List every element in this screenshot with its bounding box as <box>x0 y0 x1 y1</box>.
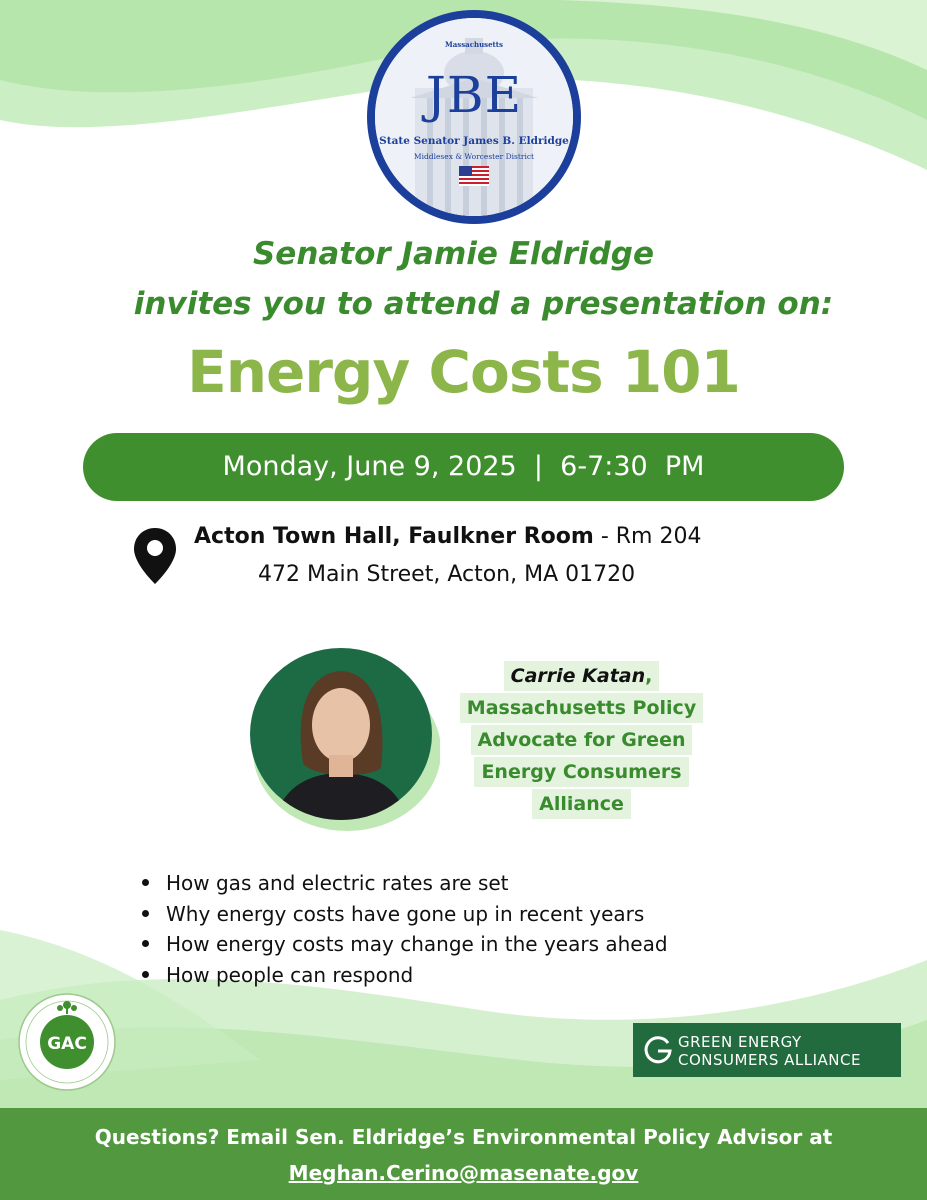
speaker-name-line <box>504 661 660 691</box>
seal-monogram: JBE <box>425 66 523 124</box>
geca-line1: GREEN ENERGY <box>678 1033 802 1051</box>
speaker-name-suffix: , <box>645 665 653 687</box>
contact-email-link[interactable]: Meghan.Cerino@masenate.gov <box>288 1161 639 1185</box>
location-venue-line <box>194 524 701 549</box>
event-title: Energy Costs 101 <box>187 338 740 406</box>
footer-contact <box>0 1108 927 1200</box>
speaker-title-line: Alliance <box>532 789 631 819</box>
seal-senator-name: State Senator James B. Eldridge <box>379 135 569 147</box>
topic-item: How people can respond <box>142 960 668 991</box>
speaker-title-line: Massachusetts Policy <box>460 693 703 723</box>
location-pin-icon <box>134 528 176 584</box>
venue-name: Acton Town Hall, Faulkner Room <box>194 524 594 549</box>
location-address: 472 Main Street, Acton, MA 01720 <box>258 562 636 587</box>
us-flag-icon <box>459 166 489 186</box>
gac-logo <box>18 993 116 1091</box>
venue-room: - Rm 204 <box>593 524 702 549</box>
invite-heading: Senator Jamie Eldridge <box>252 236 655 272</box>
invite-subheading: invites you to attend a presentation on: <box>133 286 834 322</box>
footer-question: Questions? Email Sen. Eldridge’s Environmental Policy Advisor at <box>94 1125 833 1149</box>
speaker-title-line: Advocate for Green <box>471 725 693 755</box>
geca-line2: CONSUMERS ALLIANCE <box>678 1051 861 1069</box>
topic-item: How gas and electric rates are set <box>142 868 668 899</box>
geca-g-icon <box>643 1035 673 1065</box>
speaker-info <box>444 660 719 820</box>
gac-initials: GAC <box>47 1034 87 1054</box>
seal-district: Middlesex & Worcester District <box>413 152 535 161</box>
topic-list <box>142 868 668 990</box>
speaker-title-line: Energy Consumers <box>474 757 688 787</box>
speaker-name: Carrie Katan <box>510 665 646 687</box>
speaker-photo <box>245 643 440 838</box>
topic-item: How energy costs may change in the years ahead <box>142 929 668 960</box>
senator-seal-logo <box>367 10 581 224</box>
topic-item: Why energy costs have gone up in recent years <box>142 899 668 930</box>
date-time-banner: Monday, June 9, 2025 | 6-7:30 PM <box>83 433 844 501</box>
seal-state-text: Massachusetts <box>445 40 503 49</box>
geca-logo <box>633 1023 901 1077</box>
